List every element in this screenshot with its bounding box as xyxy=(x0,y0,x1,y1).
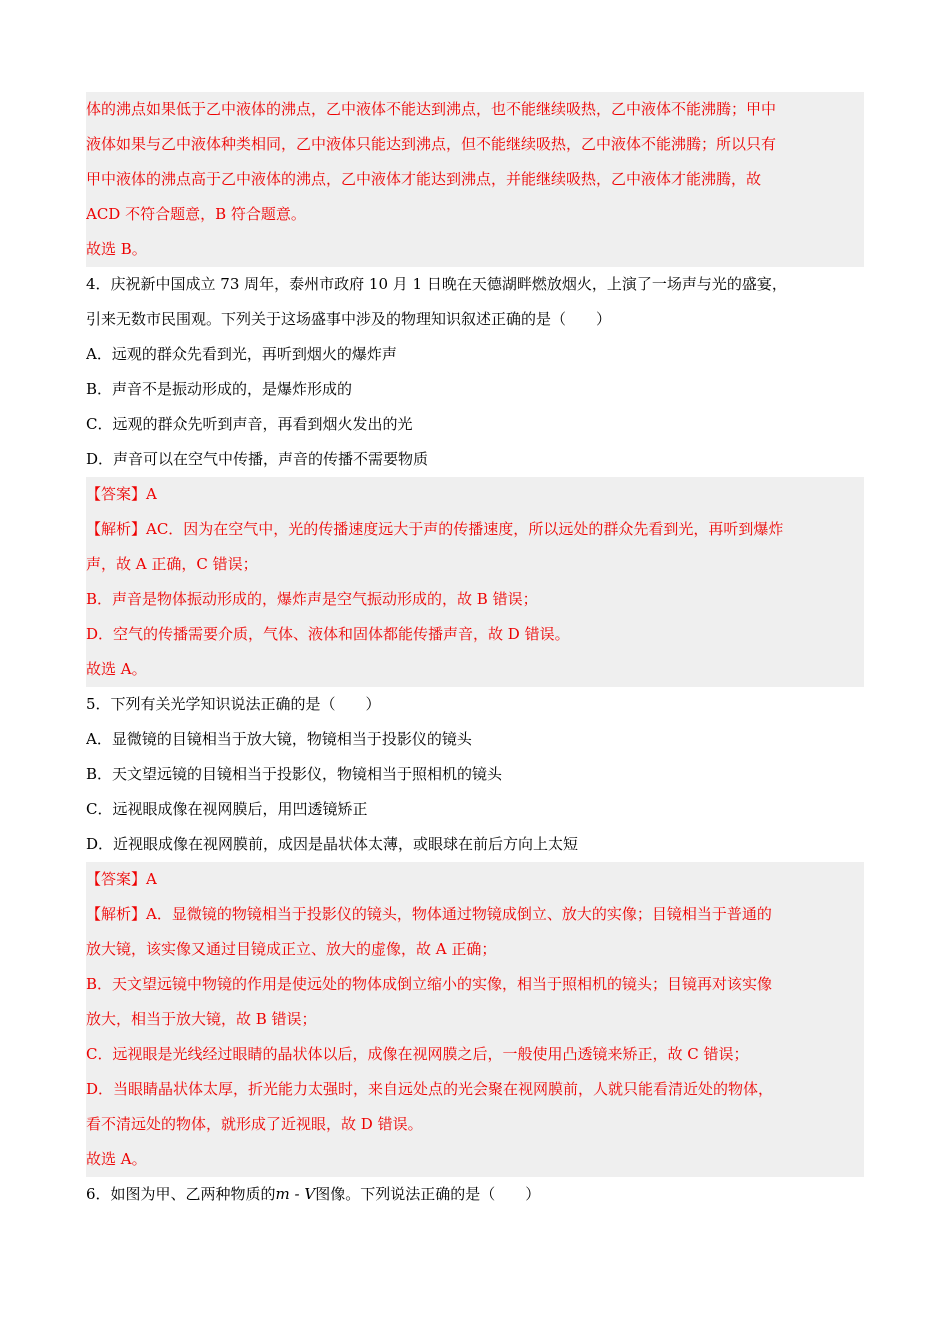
analysis-line: 【解析】A．显微镜的物镜相当于投影仪的镜头，物体通过物镜成倒立、放大的实像；目镜相当于普通的 xyxy=(86,905,772,923)
question-stem: 5．下列有关光学知识说法正确的是（ ） xyxy=(86,695,381,713)
final-choice: 故选 A。 xyxy=(86,660,147,678)
option-a: A．显微镜的目镜相当于放大镜，物镜相当于投影仪的镜头 xyxy=(86,730,472,748)
question-stem-suffix: 图像。下列说法正确的是（ ） xyxy=(315,1185,541,1203)
question-4 xyxy=(86,267,864,477)
analysis-line: 放大，相当于放大镜，故 B 错误； xyxy=(86,1010,317,1028)
analysis-line: B．天文望远镜中物镜的作用是使远处的物体成倒立缩小的实像，相当于照相机的镜头；目镜再对该实像 xyxy=(86,975,773,993)
analysis-line: ACD 不符合题意，B 符合题意。 xyxy=(86,205,306,223)
option-a: A．远观的群众先看到光，再听到烟火的爆炸声 xyxy=(86,345,397,363)
option-b: B．天文望远镜的目镜相当于投影仪，物镜相当于照相机的镜头 xyxy=(86,765,503,783)
answer-block-4 xyxy=(86,477,864,687)
document-content xyxy=(86,92,864,1212)
analysis-line: 液体如果与乙中液体种类相同，乙中液体只能达到沸点，但不能继续吸热，乙中液体不能沸腾；所以只有 xyxy=(86,135,777,153)
answer-label: 【答案】A xyxy=(86,870,157,888)
final-choice: 故选 A。 xyxy=(86,1150,147,1168)
analysis-line: C．远视眼是光线经过眼睛的晶状体以后，成像在视网膜之后，一般使用凸透镜来矫正，故 C 错误； xyxy=(86,1045,749,1063)
option-d: D．声音可以在空气中传播，声音的传播不需要物质 xyxy=(86,450,429,468)
answer-label: 【答案】A xyxy=(86,485,157,503)
analysis-line: 放大镜，该实像又通过目镜成正立、放大的虚像，故 A 正确； xyxy=(86,940,497,958)
analysis-line: 体的沸点如果低于乙中液体的沸点，乙中液体不能达到沸点，也不能继续吸热，乙中液体不能沸腾；甲中 xyxy=(86,100,777,118)
answer-block-5 xyxy=(86,862,864,1177)
previous-answer-block xyxy=(86,92,864,267)
question-6 xyxy=(86,1177,864,1212)
option-d: D．近视眼成像在视网膜前，成因是晶状体太薄，或眼球在前后方向上太短 xyxy=(86,835,579,853)
option-c: C．远观的群众先听到声音，再看到烟火发出的光 xyxy=(86,415,413,433)
analysis-line: 甲中液体的沸点高于乙中液体的沸点，乙中液体才能达到沸点，并能继续吸热，乙中液体才能沸腾，故 xyxy=(86,170,762,188)
analysis-line: 声，故 A 正确，C 错误； xyxy=(86,555,258,573)
question-5 xyxy=(86,687,864,862)
question-stem: 引来无数市民围观。下列关于这场盛事中涉及的物理知识叙述正确的是（ ） xyxy=(86,310,612,328)
option-c: C．远视眼成像在视网膜后，用凹透镜矫正 xyxy=(86,800,368,818)
analysis-line: B．声音是物体振动形成的，爆炸声是空气振动形成的，故 B 错误； xyxy=(86,590,538,608)
final-choice: 故选 B。 xyxy=(86,240,147,258)
analysis-line: 看不清远处的物体，就形成了近视眼，故 D 错误。 xyxy=(86,1115,423,1133)
question-stem-prefix: 6．如图为甲、乙两种物质的 xyxy=(86,1185,276,1203)
analysis-line: D．空气的传播需要介质，气体、液体和固体都能传播声音，故 D 错误。 xyxy=(86,625,570,643)
question-stem xyxy=(86,1177,864,1212)
math-expression: m - V xyxy=(275,1185,316,1203)
question-stem: 4．庆祝新中国成立 73 周年，泰州市政府 10 月 1 日晚在天德湖畔燃放烟火，上演了一场声与光的盛宴， xyxy=(86,275,787,293)
option-b: B．声音不是振动形成的，是爆炸形成的 xyxy=(86,380,353,398)
analysis-line: 【解析】AC．因为在空气中，光的传播速度远大于声的传播速度，所以远处的群众先看到光，再听到爆炸 xyxy=(86,520,784,538)
analysis-line: D．当眼睛晶状体太厚，折光能力太强时，来自远处点的光会聚在视网膜前，人就只能看清近处的物体， xyxy=(86,1080,774,1098)
